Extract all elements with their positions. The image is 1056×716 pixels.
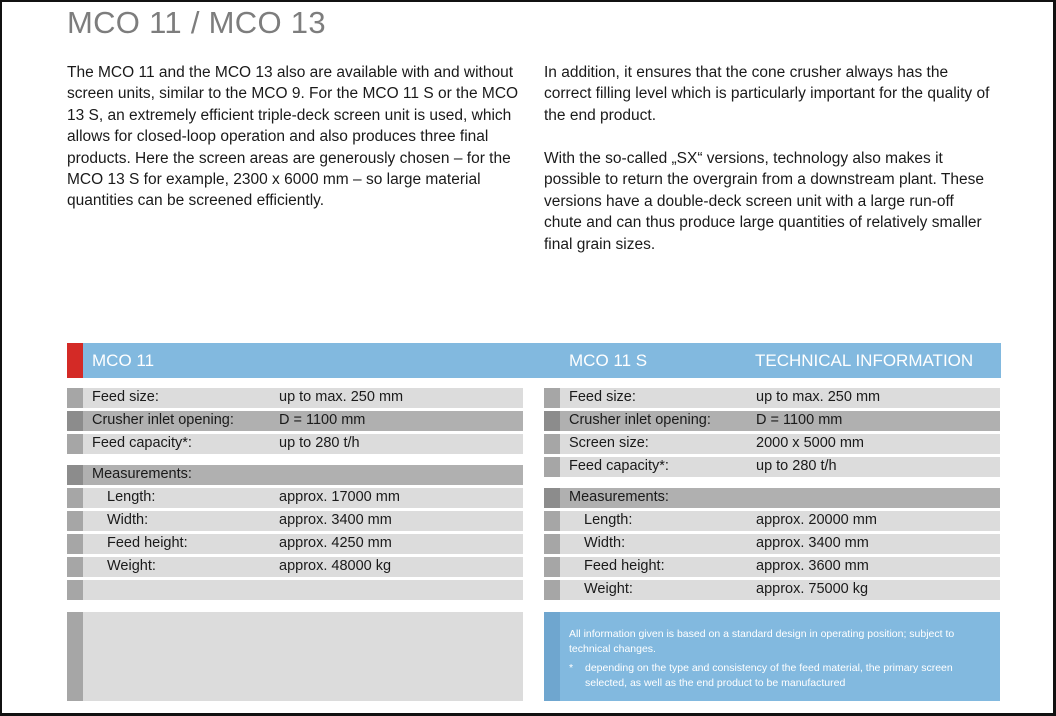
intro-paragraph-left: The MCO 11 and the MCO 13 also are available with and without screen units, similar to the MCO 9. For the MCO 11 S or the MCO 13 S, an extremely efficient triple-deck screen unit is used, which allows for closed-loop operation and also produces three final products. Here the screen areas are generously chosen – for the MCO 13 S for example, 2300 x 6000 mm – so large material quantities can be screened efficiently. (67, 64, 519, 210)
spec-row-left (67, 511, 523, 531)
spec-row-left (67, 557, 523, 577)
spec-row-left (67, 434, 523, 454)
spec-label: Feed height: (584, 558, 665, 574)
spec-label: Measurements: (92, 466, 192, 482)
header-accent-marker (67, 343, 83, 378)
spec-row-left (67, 411, 523, 431)
spec-label: Length: (107, 489, 156, 505)
measurements-heading-right (544, 488, 1000, 508)
spec-row-left (67, 534, 523, 554)
spec-label: Feed height: (107, 535, 188, 551)
spec-label: Weight: (584, 581, 633, 597)
spec-row-left (67, 488, 523, 508)
spec-value: up to 280 t/h (279, 435, 360, 451)
footnote-marker: * (569, 662, 574, 674)
spec-label: Screen size: (569, 435, 649, 451)
spec-value: approx. 75000 kg (756, 581, 869, 597)
spec-row-right (544, 511, 1000, 531)
intro-paragraph-right-1: In addition, it ensures that the cone crusher always has the correct filling level which is particularly important for the quality of the end product. (544, 64, 990, 124)
spec-value: approx. 20000 mm (756, 512, 877, 528)
spec-label: Feed size: (569, 389, 636, 405)
spec-row-right (544, 388, 1000, 408)
spec-value: D = 1100 mm (756, 412, 843, 428)
spec-label: Width: (584, 535, 626, 551)
spec-label: Crusher inlet opening: (92, 412, 234, 428)
spec-row-right (544, 534, 1000, 554)
spec-label: Feed capacity*: (569, 458, 669, 474)
spec-row-right (544, 457, 1000, 477)
footnote-text: depending on the type and consistency of the feed material, the primary screen selected, as well as the end product to be manufactured (585, 662, 953, 689)
spec-value: approx. 17000 mm (279, 489, 400, 505)
spec-row-right (544, 580, 1000, 600)
spec-value: approx. 3600 mm (756, 558, 869, 574)
spec-value: up to 280 t/h (756, 458, 837, 474)
header-label-mco11: MCO 11 (92, 351, 155, 370)
spec-value: up to max. 250 mm (756, 389, 881, 405)
spec-value: up to max. 250 mm (279, 389, 404, 405)
page-title: MCO 11 / MCO 13 (67, 5, 326, 40)
header-label-mco11s: MCO 11 S (569, 351, 648, 370)
spec-value: approx. 3400 mm (756, 535, 869, 551)
disclaimer-text: All information given is based on a standard design in operating position; subject to technical changes. (569, 628, 955, 655)
spec-row-empty (67, 580, 523, 600)
spec-value: approx. 4250 mm (279, 535, 392, 551)
measurements-heading-left (67, 465, 523, 485)
header-label-technical-information: TECHNICAL INFORMATION (755, 351, 974, 370)
spec-value: D = 1100 mm (279, 412, 366, 428)
spec-value: approx. 48000 kg (279, 558, 392, 574)
spec-row-left (67, 388, 523, 408)
table-left-filler (67, 612, 523, 701)
spec-label: Feed size: (92, 389, 159, 405)
spec-value: 2000 x 5000 mm (756, 435, 865, 451)
spec-label: Crusher inlet opening: (569, 412, 711, 428)
spec-row-right (544, 557, 1000, 577)
intro-paragraph-right-2: With the so-called „SX“ versions, technology also makes it possible to return the overgrain from a downstream plant. These versions have a double-deck screen unit with a large run-off chute and can thus produce large quantities of relatively smaller final grain sizes. (544, 150, 984, 253)
spec-label: Weight: (107, 558, 156, 574)
spec-row-right (544, 411, 1000, 431)
spec-label: Feed capacity*: (92, 435, 192, 451)
spec-label: Length: (584, 512, 633, 528)
spec-label: Measurements: (569, 489, 669, 505)
spec-value: approx. 3400 mm (279, 512, 392, 528)
spec-label: Width: (107, 512, 149, 528)
spec-row-right (544, 434, 1000, 454)
